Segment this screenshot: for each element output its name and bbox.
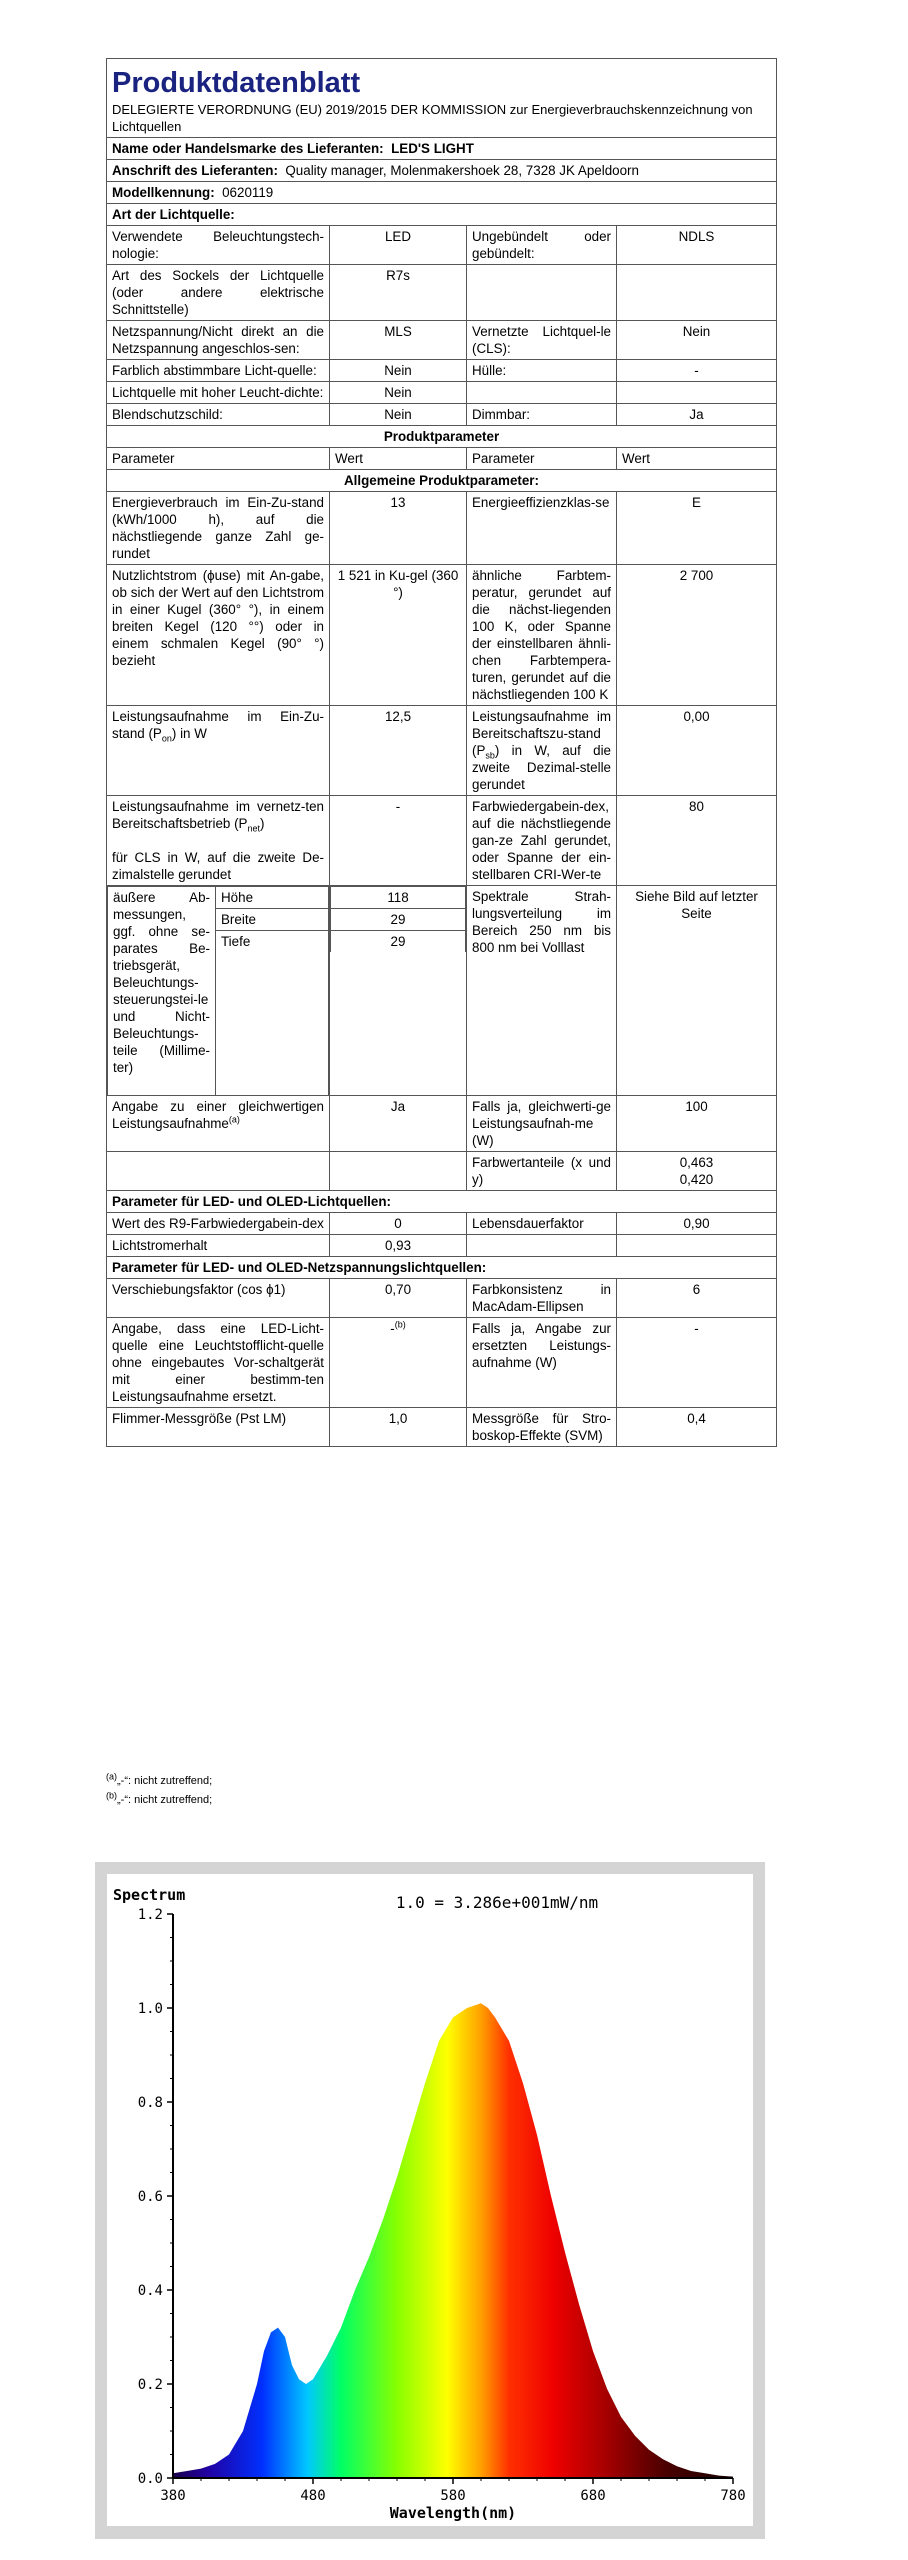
product-params-heading-row (107, 426, 777, 448)
table-row (107, 1213, 777, 1235)
param-label: Dimmbar: (467, 404, 617, 426)
footnote-mark: (b) (106, 1790, 117, 1801)
param-value: 1,0 (330, 1408, 467, 1447)
param-label: Hülle: (467, 360, 617, 382)
table-row (107, 1096, 777, 1152)
table-row (107, 404, 777, 426)
datasheet (106, 58, 776, 1447)
label-part: Leistungsaufnahme im Bereitschaftszu-stand (P (472, 709, 611, 758)
subscript: sb (485, 750, 495, 761)
param-label: Spektrale Strah-lungsverteilung im Bereich 250 nm bis 800 nm bei Volllast (467, 886, 617, 1096)
column-header-parameter: Parameter (467, 448, 617, 470)
spectrum-chart (107, 1874, 753, 2526)
empty-cell (107, 1152, 330, 1191)
title-row (107, 59, 777, 138)
param-label: Vernetzte Lichtquel-le (CLS): (467, 321, 617, 360)
supplier-name-row (107, 138, 777, 160)
param-value: LED (330, 226, 467, 265)
y-tick-label: 1.0 (137, 2001, 163, 2017)
param-label: Art des Sockels der Lichtquelle (oder andere elektrische Schnittstelle) (107, 265, 330, 321)
model-value: 0620119 (222, 185, 274, 200)
footnote-ref: (b) (394, 1319, 406, 1330)
table-row (107, 1318, 777, 1408)
table-row (107, 1279, 777, 1318)
footnote-ref: (a) (228, 1114, 240, 1125)
subscript: on (161, 733, 172, 744)
value-text: - (390, 1321, 395, 1336)
dimension-value: 118 (331, 887, 466, 909)
column-header-row (107, 448, 777, 470)
general-params-heading: Allgemeine Produktparameter: (107, 470, 777, 492)
x-tick-label: 580 (440, 2488, 466, 2504)
param-value: 0,70 (330, 1279, 467, 1318)
param-value: 100 (617, 1096, 777, 1152)
column-header-parameter: Parameter (107, 448, 330, 470)
empty-cell (467, 1235, 617, 1257)
param-value: MLS (330, 321, 467, 360)
table-row (107, 226, 777, 265)
y-tick-label: 0.2 (137, 2377, 163, 2393)
x-tick-label: 480 (300, 2488, 326, 2504)
dimension-name: Tiefe (216, 931, 329, 1096)
product-params-heading: Produktparameter (107, 426, 777, 448)
param-label (467, 265, 617, 321)
param-value: 2 700 (617, 565, 777, 706)
table-row (107, 360, 777, 382)
mls-params-heading-row (107, 1257, 777, 1279)
footnotes (106, 1772, 212, 1810)
dimension-value: 29 (331, 909, 466, 931)
supplier-address-row (107, 160, 777, 182)
dimension-name: Breite (216, 909, 329, 931)
param-value: Ja (617, 404, 777, 426)
param-value: Ja (330, 1096, 467, 1152)
table-row (107, 321, 777, 360)
param-label: Verschiebungsfaktor (cos ϕ1) (107, 1279, 330, 1318)
dimensions-row (107, 886, 777, 1096)
spectrum-chart-frame (95, 1862, 765, 2539)
table-row (107, 382, 777, 404)
param-value (617, 265, 777, 321)
param-label: Farbwertanteile (x und y) (467, 1152, 617, 1191)
param-value: 0,93 (330, 1235, 467, 1257)
supplier-address-value: Quality manager, Molenmakershoek 28, 7328 JK Apeldoorn (285, 163, 639, 178)
dimensions-label: äußere Ab-messungen, ggf. ohne se-parates Be-triebsgerät, Beleuchtungs-steuerungstei-le und Nicht-Beleuchtungs-teile (Millime-ter) (108, 887, 216, 1096)
y-tick-label: 0.6 (137, 2189, 163, 2205)
dimension-values-cell (330, 886, 467, 1096)
y-tick-label: 1.2 (137, 1907, 163, 1923)
param-value: - (330, 796, 467, 886)
y-tick-label: 0.4 (137, 2283, 163, 2299)
empty-cell (617, 1235, 777, 1257)
param-value: Siehe Bild auf letzter Seite (617, 886, 777, 1096)
subscript: net (247, 823, 260, 834)
chromaticity-x: 0,463 (679, 1155, 714, 1170)
led-params-heading: Parameter für LED- und OLED-Lichtquellen: (107, 1191, 777, 1213)
param-label: Messgröße für Stro-boskop-Effekte (SVM) (467, 1408, 617, 1447)
dimension-name: Höhe (216, 887, 329, 909)
param-label: Netzspannung/Nicht direkt an die Netzspannung angeschlos-sen: (107, 321, 330, 360)
footnote-text: „-“: nicht zutreffend; (117, 1775, 213, 1787)
param-label (107, 796, 330, 886)
param-label: Farbwiedergabein-dex, auf die nächstliegende gan-ze Zahl gerundet, oder Spanne der ein-stellbaren CRI-Wer-te (467, 796, 617, 886)
table-row (107, 492, 777, 565)
table-row (107, 1152, 777, 1191)
table-row (107, 1235, 777, 1257)
param-value (617, 382, 777, 404)
param-value: Nein (617, 321, 777, 360)
led-params-heading-row (107, 1191, 777, 1213)
param-value: 13 (330, 492, 467, 565)
table-row (107, 565, 777, 706)
param-label (467, 382, 617, 404)
dimension-value: 29 (331, 931, 466, 953)
dimensions-cell (107, 886, 330, 1096)
param-label: Ungebündelt oder gebündelt: (467, 226, 617, 265)
footnote-mark: (a) (106, 1771, 117, 1782)
param-value: Nein (330, 360, 467, 382)
general-params-heading-row (107, 470, 777, 492)
spectrum-area (173, 2003, 733, 2478)
param-value: 0,90 (617, 1213, 777, 1235)
light-source-heading-row (107, 204, 777, 226)
mls-params-heading: Parameter für LED- und OLED-Netzspannungslichtquellen: (107, 1257, 777, 1279)
column-header-value: Wert (330, 448, 467, 470)
param-label: Angabe, dass eine LED-Licht-quelle eine Leuchtstofflicht-quelle ohne eingebautes Vor-schaltgerät mit einer bestimm-ten Leistungsaufnahme ersetzt. (107, 1318, 330, 1408)
label-part: ) in W, auf die zweite Dezimal-stelle gerundet (472, 743, 611, 792)
param-value: 12,5 (330, 706, 467, 796)
table-row (107, 1408, 777, 1447)
param-label: Nutzlichtstrom (ϕuse) mit An-gabe, ob sich der Wert auf den Lichtstrom in einer Kugel (360° °), in einem breiten Kegel (120 °°) oder in einem schmalen Kegel (90° °) bezieht (107, 565, 330, 706)
param-label: Wert des R9-Farbwiedergabein-dex (107, 1213, 330, 1235)
param-value: NDLS (617, 226, 777, 265)
chart-title: 1.0 = 3.286e+001mW/nm (395, 1893, 599, 1912)
page-title: Produktdatenblatt (112, 67, 361, 99)
supplier-name-label: Name oder Handelsmarke des Lieferanten: (112, 141, 384, 156)
param-label: Energieverbrauch im Ein-Zu-stand (kWh/1000 h), auf die nächstliegende ganze Zahl ge-rundet (107, 492, 330, 565)
spectrum-chart-svg (107, 1874, 753, 2526)
dimension-values (330, 886, 466, 952)
table-row (107, 796, 777, 886)
param-label: Falls ja, Angabe zur ersetzten Leistungs-aufnahme (W) (467, 1318, 617, 1408)
param-label: ähnliche Farbtem-peratur, gerundet auf die nächst-liegenden 100 K, oder Spanne der einstellbaren ähnli-chen Farbtempera-turen, gerundet auf die nächstliegenden 100 K (467, 565, 617, 706)
param-label: Lebensdauerfaktor (467, 1213, 617, 1235)
param-value: Nein (330, 382, 467, 404)
supplier-address-label: Anschrift des Lieferanten: (112, 163, 278, 178)
param-value: 6 (617, 1279, 777, 1318)
x-tick-label: 380 (160, 2488, 186, 2504)
param-value: 1 521 in Ku-gel (360 °) (330, 565, 467, 706)
param-value: R7s (330, 265, 467, 321)
x-axis-label: Wavelength(nm) (389, 2504, 517, 2522)
regulation-text: DELEGIERTE VERORDNUNG (EU) 2019/2015 DER KOMMISSION zur Energieverbrauchskennzeichnung von Lichtquellen (112, 102, 753, 134)
param-label (107, 706, 330, 796)
model-label: Modellkennung: (112, 185, 215, 200)
model-row (107, 182, 777, 204)
empty-cell (330, 1152, 467, 1191)
param-value (330, 1318, 467, 1408)
param-value: 80 (617, 796, 777, 886)
chromaticity-y: 0,420 (679, 1172, 714, 1187)
footnote-text: „-“: nicht zutreffend; (117, 1794, 213, 1806)
footnote (106, 1791, 212, 1810)
param-label: Falls ja, gleichwerti-ge Leistungsaufnah-me (W) (467, 1096, 617, 1152)
y-tick-label: 0.0 (137, 2471, 163, 2487)
param-label: Lichtquelle mit hoher Leucht-dichte: (107, 382, 330, 404)
label-part: Angabe zu einer gleichwertigen Leistungsaufnahme (112, 1099, 324, 1131)
param-label: Farbkonsistenz in MacAdam-Ellipsen (467, 1279, 617, 1318)
param-label: Energieeffizienzklas-se (467, 492, 617, 565)
light-source-heading: Art der Lichtquelle: (107, 204, 777, 226)
table-row (107, 265, 777, 321)
supplier-name-value: LED'S LIGHT (391, 141, 474, 156)
param-value (617, 1152, 777, 1191)
param-value: 0 (330, 1213, 467, 1235)
dimensions-subtable (107, 886, 329, 1095)
param-value: E (617, 492, 777, 565)
label-part: für CLS in W, auf die zweite De-zimalstelle gerundet (112, 850, 324, 882)
param-label: Verwendete Beleuchtungstech-nologie: (107, 226, 330, 265)
footnote (106, 1772, 212, 1791)
column-header-value: Wert (617, 448, 777, 470)
x-tick-label: 780 (720, 2488, 746, 2504)
param-value: Nein (330, 404, 467, 426)
x-tick-label: 680 (580, 2488, 606, 2504)
param-label (467, 706, 617, 796)
param-label: Lichtstromerhalt (107, 1235, 330, 1257)
product-datasheet-table (106, 58, 777, 1447)
param-label: Blendschutzschild: (107, 404, 330, 426)
param-label: Flimmer-Messgröße (Pst LM) (107, 1408, 330, 1447)
table-row (107, 706, 777, 796)
param-value: - (617, 360, 777, 382)
label-part: ) in W (171, 726, 207, 741)
param-value: 0,00 (617, 706, 777, 796)
label-part: Leistungsaufnahme im vernetz-ten Bereitschaftsbetrieb (P (112, 799, 324, 831)
param-value: - (617, 1318, 777, 1408)
y-axis-label: Spectrum (113, 1886, 186, 1904)
param-value: 0,4 (617, 1408, 777, 1447)
y-tick-label: 0.8 (137, 2095, 163, 2111)
label-part: Leistungsaufnahme im Ein-Zu-stand (P (112, 709, 324, 741)
label-part: ) (259, 816, 265, 831)
param-label: Farblich abstimmbare Licht-quelle: (107, 360, 330, 382)
param-label (107, 1096, 330, 1152)
